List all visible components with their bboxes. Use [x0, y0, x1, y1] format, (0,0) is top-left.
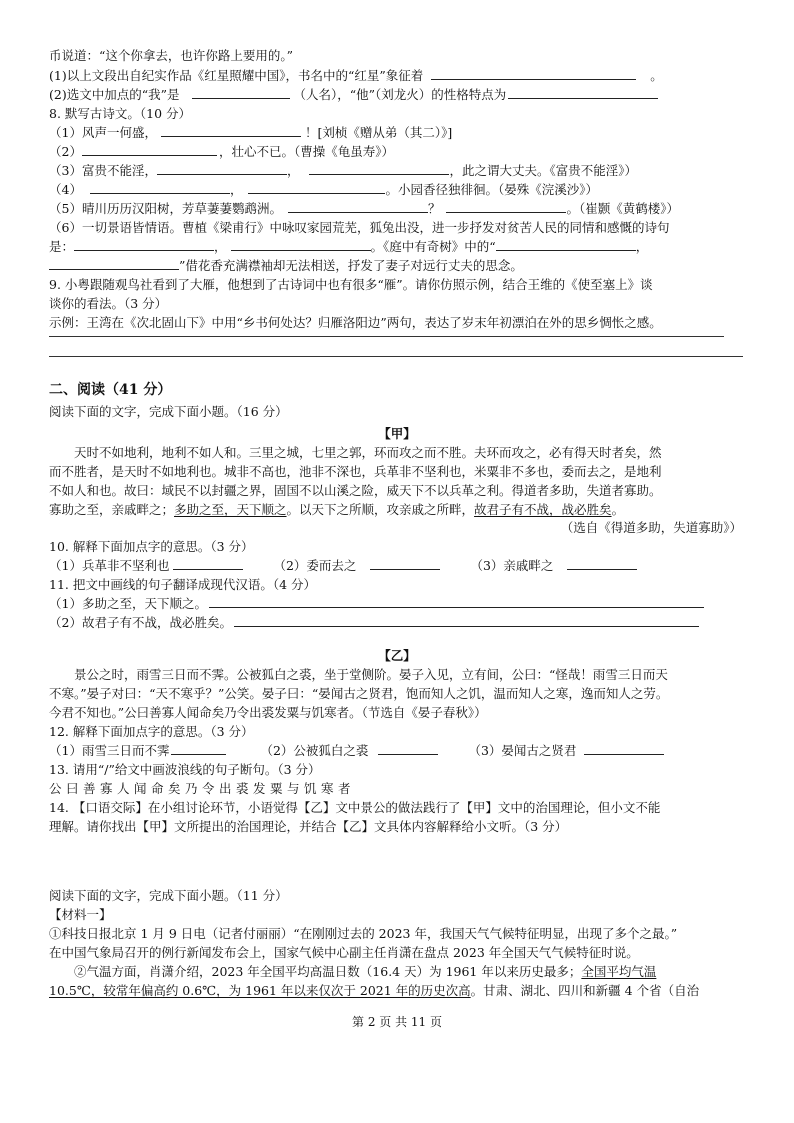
passage-jia-line: 天时不如地利，地利不如人和。三里之城，七里之郭，环而攻之而不胜。夫环而攻之，必有得天时者矣，然: [74, 445, 662, 460]
answer-blank[interactable]: [378, 741, 438, 755]
answer-blank[interactable]: [584, 741, 664, 755]
passage-yi-line: 今君不知也。”公曰善寡人闻命矣乃令出裘发粟与饥寒者。（节选自《晏子春秋》）: [49, 705, 487, 720]
reading-intro: 阅读下面的文字，完成下面小题。（16 分）: [49, 404, 288, 419]
question-9: 9. 小粤跟随观鸟社看到了大雁，他想到了古诗词中也有很多“雁”。请你仿照示例，结合王维的《使至塞上》谈: [49, 277, 653, 292]
answer-blank[interactable]: [508, 85, 658, 99]
passage-jia-line: 寡助之至，亲戚畔之；多助之至，天下顺之。以天下之所顺，攻亲戚之所畔，故君子有不战，战必胜矣。: [49, 502, 625, 517]
answer-blank[interactable]: [567, 556, 637, 570]
answer-blank[interactable]: [248, 180, 385, 194]
question-14: 14. 【口语交际】在小组讨论环节，小语觉得【乙】文中景公的做法践行了【甲】文中的治国理论，但小文不能: [49, 800, 661, 815]
answer-blank[interactable]: [446, 199, 566, 213]
question-7-1: (1)以上文段出自纪实作品《红星照耀中国》，书名中的“红星”象征着 。: [49, 68, 663, 83]
question-8-title: 8. 默写古诗文。（10 分）: [49, 106, 192, 121]
answer-blank[interactable]: [192, 85, 290, 99]
underlined-sentence: 故君子有不战，战必胜矣: [474, 502, 612, 517]
answer-blank[interactable]: [431, 66, 636, 80]
question-8-6-end: ”借花香充满襟袖却无法相送，抒发了妻子对远行丈夫的思念。: [49, 256, 523, 275]
question-11: 11. 把文中画线的句子翻译成现代汉语。（4 分）: [49, 577, 317, 592]
question-13: 13. 请用“/”给文中画波浪线的句子断句。（3 分）: [49, 762, 321, 777]
section-title: 二、阅读（41 分）: [49, 382, 172, 398]
question-7-2: (2)选文中加点的“我”是 （人名），“他”（刘龙火）的性格特点为: [49, 85, 658, 104]
question-8-2: （2） ，壮心不已。（曹操《龟虽寿》）: [49, 144, 394, 159]
question-12-items: （1）雨雪三日而不霁 （2）公被狐白之裘 （3）晏闻古之贤君: [49, 741, 664, 760]
answer-blank[interactable]: [173, 556, 243, 570]
answer-blank[interactable]: [49, 256, 179, 270]
material-1-line: ②气温方面，肖潇介绍，2023 年全国平均高温日数（16.4 天）为 1961 年以来历史最多；全国平均气温: [74, 964, 657, 979]
material-1-line: 10.5℃，较常年偏高约 0.6℃，为 1961 年以来仅次于 2021 年的历史次高。甘肃、湖北、四川和新疆 4 个省（自治: [49, 983, 700, 998]
text-line: 币说道：“这个你拿去，也许你路上要用的。”: [49, 48, 294, 63]
passage-yi-title: 【乙】: [378, 648, 416, 663]
question-10: 10. 解释下面加点字的意思。（3 分）: [49, 539, 254, 554]
answer-blank[interactable]: [370, 556, 440, 570]
page-footer: 第 2 页 共 11 页: [352, 1015, 442, 1029]
question-9-cont: 谈你的看法。（3 分）: [49, 296, 168, 311]
question-8-3: （3）富贵不能淫， ， ，此之谓大丈夫。《富贵不能淫》）: [49, 163, 637, 178]
answer-line[interactable]: [49, 336, 724, 337]
question-8-4: （4） ， 。小园香径独徘徊。（晏殊《浣溪沙》）: [49, 182, 598, 197]
question-13-sentence: 公曰善寡人闻命矣乃令出裘发粟与饥寒者: [49, 781, 356, 796]
question-12: 12. 解释下面加点字的意思。（3 分）: [49, 724, 254, 739]
question-8-6: （6）一切景语皆情语。曹植《梁甫行》中咏叹家园荒芜，狐兔出没，进一步抒发对贫苦人民的同情和感慨的诗句: [49, 220, 670, 235]
passage-jia-line: 不如人和也。故曰：域民不以封疆之界，固国不以山溪之险，威天下不以兵革之利。得道者多助，失道者寡助。: [49, 483, 662, 498]
answer-line[interactable]: [49, 356, 743, 357]
passage-jia-source: （选自《得道多助，失道寡助》）: [560, 520, 742, 535]
passage-yi-line: 不寒。”晏子对曰：“天不寒乎？”公笑。晏子曰：“晏闻古之贤君，饱而知人之饥，温而知人之寒，逸而知人之劳。: [49, 686, 669, 701]
underlined-sentence: 10.5℃，较常年偏高约 0.6℃，为 1961 年以来仅次于 2021 年的历史次高: [49, 983, 471, 998]
question-10-items: （1）兵革非不坚利也 （2）委而去之 （3）亲戚畔之: [49, 556, 637, 575]
answer-blank[interactable]: [288, 199, 428, 213]
answer-blank[interactable]: [171, 741, 226, 755]
question-14-cont: 理解。请你找出【甲】文所提出的治国理论，并结合【乙】文具体内容解释给小文听。（3 分）: [49, 819, 568, 834]
material-1-line: 在中国气象局召开的例行新闻发布会上，国家气候中心副主任肖潇在盘点 2023 年全国天气气候特征时说。: [49, 945, 639, 960]
answer-blank[interactable]: [82, 142, 217, 156]
material-1-line: ①科技日报北京 1 月 9 日电（记者付丽丽）“在刚刚过去的 2023 年，我国天气气候特征明显，出现了多个之最。”: [49, 926, 678, 941]
underlined-sentence: 多助之至，天下顺之: [174, 502, 287, 517]
material-1-title: 【材料一】: [49, 907, 112, 922]
passage-jia-title: 【甲】: [378, 426, 416, 441]
underlined-sentence: 全国平均气温: [581, 964, 657, 979]
question-8-1: （1）风声一何盛， ！[刘桢《赠从弟（其二）》]: [49, 125, 453, 140]
answer-blank[interactable]: [234, 613, 699, 627]
reading-intro: 阅读下面的文字，完成下面小题。（11 分）: [49, 888, 288, 903]
passage-jia-line: 而不胜者，是天时不如地利也。城非不高也，池非不深也，兵革非不坚利也，米粟非不多也，委而去之，是地利: [49, 464, 662, 479]
question-8-5: （5）晴川历历汉阳树，芳草萋萋鹦鹉洲。 ？ 。（崔颢《黄鹤楼》）: [49, 201, 679, 216]
answer-blank[interactable]: [309, 161, 449, 175]
passage-yi-line: 景公之时，雨雪三日而不霁。公被狐白之裘，坐于堂侧阶。晏子入见，立有间，公曰：“怪哉！雨雪三日而天: [74, 667, 668, 682]
answer-blank[interactable]: [74, 237, 214, 251]
question-11-1: （1）多助之至，天下顺之。: [49, 594, 704, 613]
question-11-2: （2）故君子有不战，战必胜矣。: [49, 613, 699, 632]
question-9-example: 示例：王湾在《次北固山下》中用“乡书何处达？归雁洛阳边”两句，表达了岁末年初漂泊在外的思乡惆怅之感。: [49, 315, 662, 330]
answer-blank[interactable]: [496, 237, 636, 251]
answer-blank[interactable]: [231, 237, 371, 251]
answer-blank[interactable]: [209, 594, 704, 608]
question-8-6-cont: 是： ， 。《庭中有奇树》中的“ ，: [49, 239, 649, 254]
answer-blank[interactable]: [161, 123, 301, 137]
answer-blank[interactable]: [90, 180, 230, 194]
answer-blank[interactable]: [157, 161, 287, 175]
